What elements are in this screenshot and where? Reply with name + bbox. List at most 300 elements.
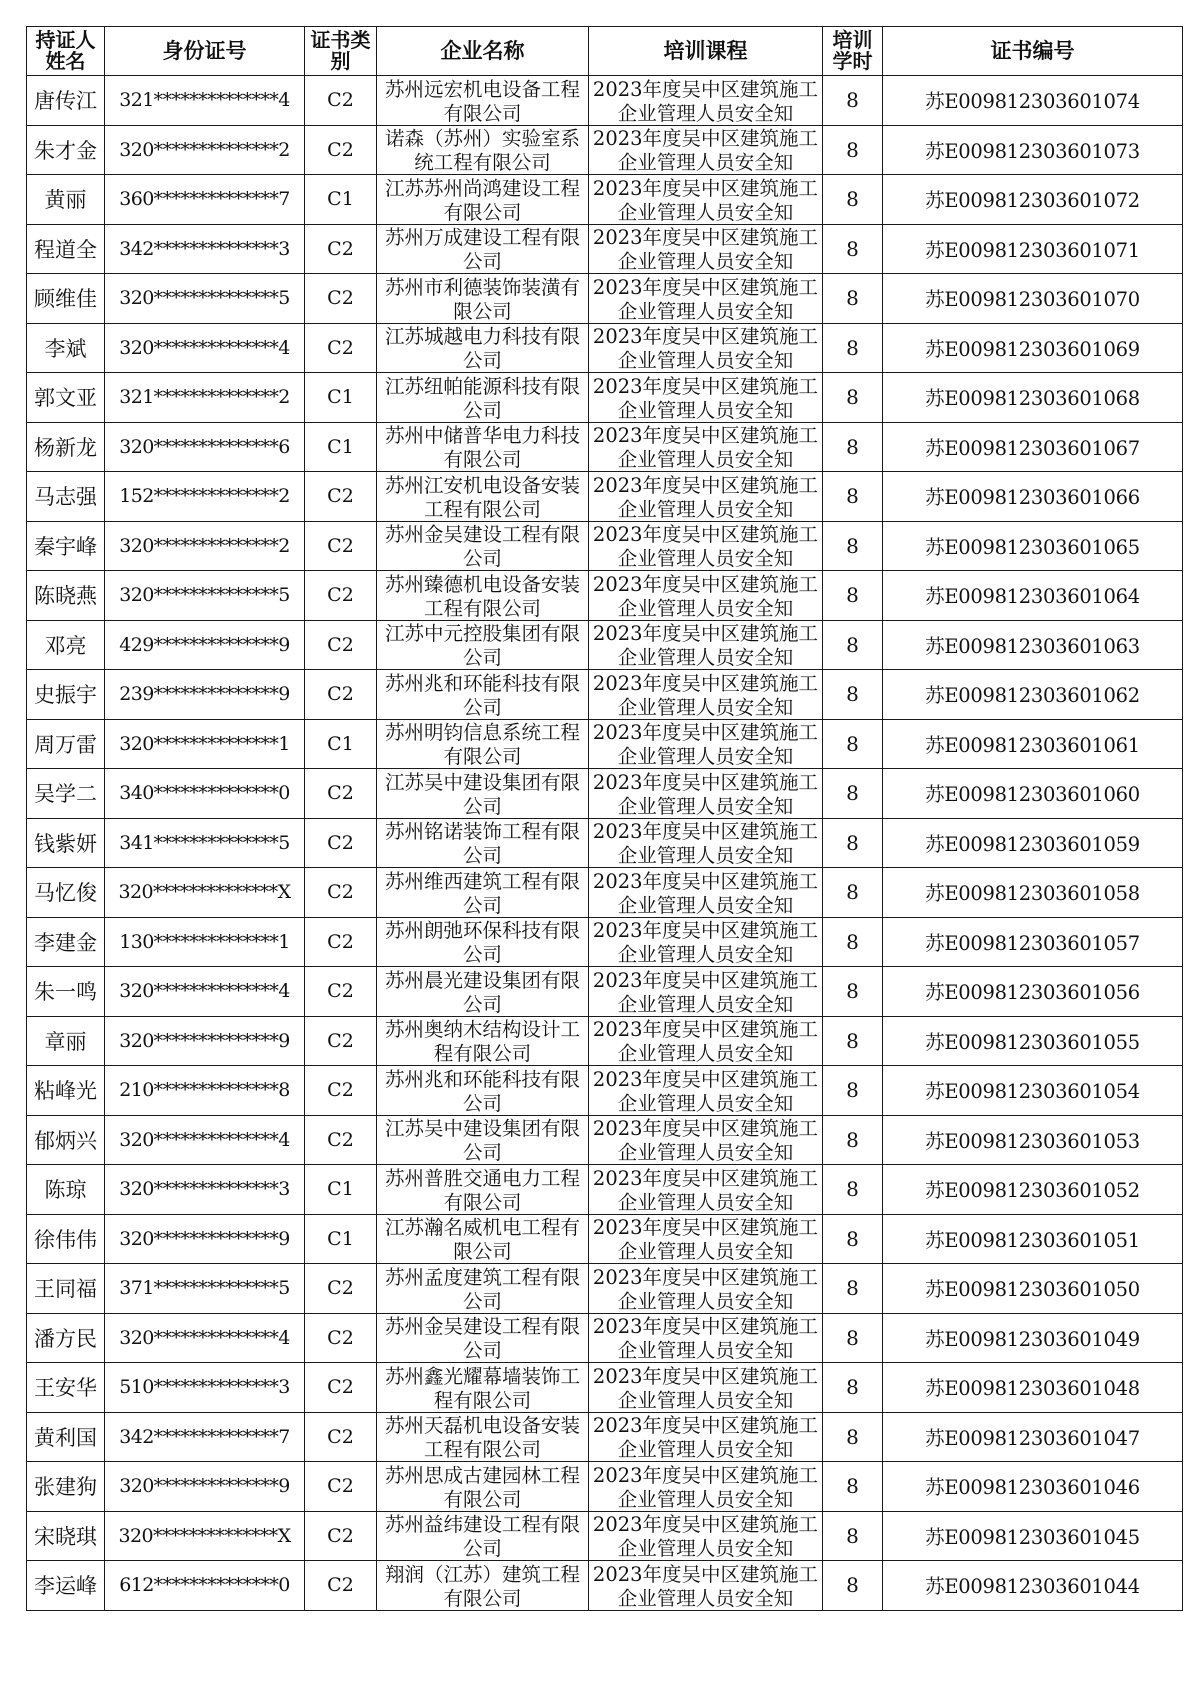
cell-name: 杨新龙 — [27, 422, 105, 472]
cell-cert-no: 苏E009812303601048 — [883, 1363, 1183, 1413]
cell-company-text: 江苏苏州尚鸿建设工程有限公司 — [384, 176, 580, 223]
cell-course-text: 2023年度吴中区建筑施工企业管理人员安全知 — [592, 1562, 819, 1609]
cell-cert-no: 苏E009812303601051 — [883, 1214, 1183, 1264]
cell-company — [377, 1165, 589, 1215]
cell-course — [589, 323, 823, 373]
cell-course-text: 2023年度吴中区建筑施工企业管理人员安全知 — [592, 721, 819, 768]
cell-company — [377, 620, 589, 670]
table-row — [27, 1214, 1183, 1264]
header-cert-type: 证书类别 — [305, 27, 377, 76]
cell-course — [589, 175, 823, 225]
cell-id-number: 342**************3 — [105, 224, 305, 274]
cell-cert-no: 苏E009812303601067 — [883, 422, 1183, 472]
cell-company — [377, 967, 589, 1017]
cell-company-text: 苏州维西建筑工程有限公司 — [384, 869, 580, 916]
cell-company-text: 江苏纽帕能源科技有限公司 — [384, 374, 580, 421]
cell-id-number: 320**************4 — [105, 1313, 305, 1363]
cell-company — [377, 422, 589, 472]
cell-course-text: 2023年度吴中区建筑施工企业管理人员安全知 — [592, 374, 819, 421]
cell-cert-no: 苏E009812303601053 — [883, 1115, 1183, 1165]
table-row — [27, 274, 1183, 324]
cell-hours: 8 — [823, 521, 883, 571]
cell-course-text: 2023年度吴中区建筑施工企业管理人员安全知 — [592, 1067, 819, 1114]
table-row — [27, 472, 1183, 522]
cell-company-text: 苏州思成古建园林工程有限公司 — [384, 1463, 580, 1510]
cell-hours: 8 — [823, 76, 883, 126]
cell-company — [377, 521, 589, 571]
cell-hours: 8 — [823, 868, 883, 918]
cell-company-text: 苏州明钧信息系统工程有限公司 — [384, 721, 580, 768]
table-row — [27, 422, 1183, 472]
cell-course-text: 2023年度吴中区建筑施工企业管理人员安全知 — [592, 1166, 819, 1213]
cell-cert-type: C2 — [305, 521, 377, 571]
cell-course-text: 2023年度吴中区建筑施工企业管理人员安全知 — [592, 671, 819, 718]
table-row — [27, 175, 1183, 225]
cell-name: 李斌 — [27, 323, 105, 373]
cell-hours: 8 — [823, 620, 883, 670]
cell-cert-no: 苏E009812303601044 — [883, 1561, 1183, 1611]
cell-course-text: 2023年度吴中区建筑施工企业管理人员安全知 — [592, 275, 819, 322]
cell-company-text: 苏州江安机电设备安装工程有限公司 — [384, 473, 580, 520]
cell-cert-type: C2 — [305, 1462, 377, 1512]
cell-company — [377, 1511, 589, 1561]
cell-id-number: 612**************0 — [105, 1561, 305, 1611]
table-row — [27, 76, 1183, 126]
cell-company-text: 江苏中元控股集团有限公司 — [384, 622, 580, 669]
header-name: 持证人姓名 — [27, 27, 105, 76]
cell-company-text: 苏州益纬建设工程有限公司 — [384, 1513, 580, 1560]
cell-cert-type: C2 — [305, 1264, 377, 1314]
cell-id-number: 320**************2 — [105, 125, 305, 175]
cell-company-text: 苏州中储普华电力科技有限公司 — [384, 424, 580, 471]
cell-company-text: 苏州远宏机电设备工程有限公司 — [384, 77, 580, 124]
cell-id-number: 320**************1 — [105, 719, 305, 769]
cell-hours: 8 — [823, 472, 883, 522]
cell-cert-type: C2 — [305, 1363, 377, 1413]
cell-id-number: 320**************5 — [105, 274, 305, 324]
cell-company — [377, 1363, 589, 1413]
cell-company — [377, 917, 589, 967]
cell-company-text: 苏州兆和环能科技有限公司 — [384, 671, 580, 718]
cell-course — [589, 769, 823, 819]
cell-name: 章丽 — [27, 1016, 105, 1066]
cell-cert-type: C2 — [305, 967, 377, 1017]
cell-hours: 8 — [823, 1016, 883, 1066]
cell-cert-no: 苏E009812303601073 — [883, 125, 1183, 175]
cell-company-text: 苏州市利德装饰装潢有限公司 — [384, 275, 580, 322]
cell-course — [589, 1066, 823, 1116]
cell-id-number: 320**************9 — [105, 1214, 305, 1264]
cell-company — [377, 274, 589, 324]
cell-hours: 8 — [823, 323, 883, 373]
header-row — [27, 27, 1183, 76]
cell-cert-no: 苏E009812303601054 — [883, 1066, 1183, 1116]
cell-company — [377, 224, 589, 274]
cell-course — [589, 917, 823, 967]
cell-cert-type: C2 — [305, 1412, 377, 1462]
cell-hours: 8 — [823, 1313, 883, 1363]
cell-cert-no: 苏E009812303601050 — [883, 1264, 1183, 1314]
table-row — [27, 719, 1183, 769]
cell-company — [377, 323, 589, 373]
cell-cert-no: 苏E009812303601049 — [883, 1313, 1183, 1363]
cell-hours: 8 — [823, 1363, 883, 1413]
cell-company — [377, 1214, 589, 1264]
cell-id-number: 320**************X — [105, 1511, 305, 1561]
cell-id-number: 320**************6 — [105, 422, 305, 472]
cell-course-text: 2023年度吴中区建筑施工企业管理人员安全知 — [592, 770, 819, 817]
cell-course — [589, 422, 823, 472]
cell-hours: 8 — [823, 1511, 883, 1561]
cell-cert-type: C1 — [305, 422, 377, 472]
cell-hours: 8 — [823, 373, 883, 423]
cell-name: 程道全 — [27, 224, 105, 274]
cell-course-text: 2023年度吴中区建筑施工企业管理人员安全知 — [592, 1414, 819, 1461]
cell-cert-type: C2 — [305, 224, 377, 274]
cell-cert-type: C2 — [305, 1115, 377, 1165]
cell-company-text: 苏州晨光建设集团有限公司 — [384, 968, 580, 1015]
cell-cert-type: C2 — [305, 1561, 377, 1611]
cell-course — [589, 224, 823, 274]
cell-name: 马志强 — [27, 472, 105, 522]
table-row — [27, 571, 1183, 621]
cell-cert-no: 苏E009812303601052 — [883, 1165, 1183, 1215]
cell-hours: 8 — [823, 917, 883, 967]
table-row — [27, 1561, 1183, 1611]
cell-course-text: 2023年度吴中区建筑施工企业管理人员安全知 — [592, 127, 819, 174]
cell-cert-type: C1 — [305, 719, 377, 769]
cell-id-number: 321**************4 — [105, 76, 305, 126]
cell-course — [589, 719, 823, 769]
cell-cert-type: C2 — [305, 917, 377, 967]
cell-cert-no: 苏E009812303601071 — [883, 224, 1183, 274]
header-company: 企业名称 — [377, 27, 589, 76]
cell-company-text: 苏州天磊机电设备安装工程有限公司 — [384, 1414, 580, 1461]
table-row — [27, 868, 1183, 918]
cell-id-number: 429**************9 — [105, 620, 305, 670]
cell-hours: 8 — [823, 818, 883, 868]
table-row — [27, 769, 1183, 819]
cell-course-text: 2023年度吴中区建筑施工企业管理人员安全知 — [592, 572, 819, 619]
cell-id-number: 320**************3 — [105, 1165, 305, 1215]
cell-cert-no: 苏E009812303601046 — [883, 1462, 1183, 1512]
cell-course — [589, 1511, 823, 1561]
cell-cert-type: C1 — [305, 373, 377, 423]
cell-hours: 8 — [823, 967, 883, 1017]
cell-name: 秦宇峰 — [27, 521, 105, 571]
cell-id-number: 320**************4 — [105, 1115, 305, 1165]
cell-hours: 8 — [823, 175, 883, 225]
cell-cert-type: C2 — [305, 868, 377, 918]
cell-course — [589, 818, 823, 868]
table-row — [27, 917, 1183, 967]
cell-course — [589, 1561, 823, 1611]
cell-company — [377, 373, 589, 423]
cell-company — [377, 1561, 589, 1611]
cell-course — [589, 571, 823, 621]
cell-course-text: 2023年度吴中区建筑施工企业管理人员安全知 — [592, 1265, 819, 1312]
table-row — [27, 373, 1183, 423]
cell-company-text: 江苏城越电力科技有限公司 — [384, 325, 580, 372]
cell-cert-type: C2 — [305, 125, 377, 175]
cell-hours: 8 — [823, 422, 883, 472]
cell-company — [377, 769, 589, 819]
cell-cert-type: C2 — [305, 571, 377, 621]
cell-cert-no: 苏E009812303601072 — [883, 175, 1183, 225]
table-row — [27, 1264, 1183, 1314]
cell-name: 张建狗 — [27, 1462, 105, 1512]
header-hours: 培训学时 — [823, 27, 883, 76]
cell-name: 朱一鸣 — [27, 967, 105, 1017]
cell-company — [377, 818, 589, 868]
cell-cert-type: C2 — [305, 76, 377, 126]
cell-company — [377, 175, 589, 225]
cell-company — [377, 1462, 589, 1512]
cell-cert-no: 苏E009812303601059 — [883, 818, 1183, 868]
cell-course-text: 2023年度吴中区建筑施工企业管理人员安全知 — [592, 1364, 819, 1411]
cell-name: 唐传江 — [27, 76, 105, 126]
cell-name: 钱紫妍 — [27, 818, 105, 868]
cell-course-text: 2023年度吴中区建筑施工企业管理人员安全知 — [592, 424, 819, 471]
cell-company — [377, 125, 589, 175]
cell-id-number: 320**************X — [105, 868, 305, 918]
cell-name: 李运峰 — [27, 1561, 105, 1611]
cell-company-text: 苏州普胜交通电力工程有限公司 — [384, 1166, 580, 1213]
cell-name: 潘方民 — [27, 1313, 105, 1363]
cell-company-text: 苏州朗弛环保科技有限公司 — [384, 919, 580, 966]
table-row — [27, 1313, 1183, 1363]
cell-company — [377, 472, 589, 522]
cell-cert-type: C2 — [305, 818, 377, 868]
cell-hours: 8 — [823, 1462, 883, 1512]
cell-hours: 8 — [823, 1165, 883, 1215]
cell-id-number: 210**************8 — [105, 1066, 305, 1116]
cell-hours: 8 — [823, 1115, 883, 1165]
cell-hours: 8 — [823, 1214, 883, 1264]
cell-name: 李建金 — [27, 917, 105, 967]
table-row — [27, 1115, 1183, 1165]
cell-company — [377, 1016, 589, 1066]
cell-id-number: 371**************5 — [105, 1264, 305, 1314]
cell-company-text: 诺森（苏州）实验室系统工程有限公司 — [384, 127, 580, 174]
header-cert-no: 证书编号 — [883, 27, 1183, 76]
cell-cert-type: C2 — [305, 620, 377, 670]
cell-course — [589, 76, 823, 126]
certificate-list-sheet — [26, 26, 1182, 1611]
cell-course-text: 2023年度吴中区建筑施工企业管理人员安全知 — [592, 1216, 819, 1263]
table-row — [27, 224, 1183, 274]
cell-course-text: 2023年度吴中区建筑施工企业管理人员安全知 — [592, 77, 819, 124]
cell-hours: 8 — [823, 125, 883, 175]
table-row — [27, 1016, 1183, 1066]
table-row — [27, 818, 1183, 868]
cell-name: 王同福 — [27, 1264, 105, 1314]
cell-id-number: 320**************9 — [105, 1462, 305, 1512]
table-row — [27, 1165, 1183, 1215]
cell-cert-type: C2 — [305, 1511, 377, 1561]
table-row — [27, 1511, 1183, 1561]
cell-cert-type: C2 — [305, 274, 377, 324]
cell-cert-type: C2 — [305, 1016, 377, 1066]
cell-course — [589, 472, 823, 522]
cell-course — [589, 1363, 823, 1413]
cell-cert-no: 苏E009812303601058 — [883, 868, 1183, 918]
cell-course-text: 2023年度吴中区建筑施工企业管理人员安全知 — [592, 1463, 819, 1510]
cell-id-number: 320**************4 — [105, 323, 305, 373]
cell-course — [589, 1462, 823, 1512]
cell-company — [377, 1264, 589, 1314]
cell-id-number: 152**************2 — [105, 472, 305, 522]
cell-name: 黄利国 — [27, 1412, 105, 1462]
table-body — [27, 76, 1183, 1611]
cell-cert-type: C1 — [305, 175, 377, 225]
table-row — [27, 1412, 1183, 1462]
cell-cert-no: 苏E009812303601070 — [883, 274, 1183, 324]
cell-hours: 8 — [823, 1264, 883, 1314]
cell-hours: 8 — [823, 670, 883, 720]
cell-course-text: 2023年度吴中区建筑施工企业管理人员安全知 — [592, 820, 819, 867]
table-row — [27, 670, 1183, 720]
cell-id-number: 340**************0 — [105, 769, 305, 819]
cell-course — [589, 1165, 823, 1215]
cell-cert-no: 苏E009812303601060 — [883, 769, 1183, 819]
cell-hours: 8 — [823, 1412, 883, 1462]
cell-company-text: 苏州金吴建设工程有限公司 — [384, 523, 580, 570]
cell-cert-no: 苏E009812303601068 — [883, 373, 1183, 423]
cell-name: 邓亮 — [27, 620, 105, 670]
cell-cert-type: C2 — [305, 1313, 377, 1363]
header-course: 培训课程 — [589, 27, 823, 76]
cell-id-number: 510**************3 — [105, 1363, 305, 1413]
cell-company — [377, 1115, 589, 1165]
cell-name: 宋晓琪 — [27, 1511, 105, 1561]
table-row — [27, 620, 1183, 670]
cell-company — [377, 719, 589, 769]
cell-cert-type: C2 — [305, 472, 377, 522]
cell-id-number: 239**************9 — [105, 670, 305, 720]
cell-name: 粘峰光 — [27, 1066, 105, 1116]
cell-cert-no: 苏E009812303601063 — [883, 620, 1183, 670]
cell-cert-no: 苏E009812303601069 — [883, 323, 1183, 373]
cell-hours: 8 — [823, 571, 883, 621]
cell-cert-no: 苏E009812303601074 — [883, 76, 1183, 126]
cell-name: 马忆俊 — [27, 868, 105, 918]
table-row — [27, 1363, 1183, 1413]
cell-name: 王安华 — [27, 1363, 105, 1413]
header-id-number: 身份证号 — [105, 27, 305, 76]
cell-cert-no: 苏E009812303601057 — [883, 917, 1183, 967]
table-row — [27, 1066, 1183, 1116]
cell-id-number: 341**************5 — [105, 818, 305, 868]
cell-name: 陈晓燕 — [27, 571, 105, 621]
cell-company-text: 苏州铭诺装饰工程有限公司 — [384, 820, 580, 867]
cell-course-text: 2023年度吴中区建筑施工企业管理人员安全知 — [592, 473, 819, 520]
cell-course-text: 2023年度吴中区建筑施工企业管理人员安全知 — [592, 968, 819, 1015]
cell-course-text: 2023年度吴中区建筑施工企业管理人员安全知 — [592, 1513, 819, 1560]
cell-course-text: 2023年度吴中区建筑施工企业管理人员安全知 — [592, 919, 819, 966]
cell-company-text: 苏州金吴建设工程有限公司 — [384, 1315, 580, 1362]
cell-name: 史振宇 — [27, 670, 105, 720]
cell-course — [589, 670, 823, 720]
cell-company-text: 苏州兆和环能科技有限公司 — [384, 1067, 580, 1114]
cell-hours: 8 — [823, 769, 883, 819]
cell-cert-no: 苏E009812303601061 — [883, 719, 1183, 769]
cell-course — [589, 373, 823, 423]
cell-company — [377, 1313, 589, 1363]
cell-cert-no: 苏E009812303601062 — [883, 670, 1183, 720]
cell-id-number: 320**************5 — [105, 571, 305, 621]
cell-name: 黄丽 — [27, 175, 105, 225]
cell-hours: 8 — [823, 1066, 883, 1116]
cell-name: 徐伟伟 — [27, 1214, 105, 1264]
cell-name: 吴学二 — [27, 769, 105, 819]
cell-company — [377, 76, 589, 126]
cell-cert-no: 苏E009812303601055 — [883, 1016, 1183, 1066]
cell-course-text: 2023年度吴中区建筑施工企业管理人员安全知 — [592, 622, 819, 669]
cell-company-text: 翔润（江苏）建筑工程有限公司 — [384, 1562, 580, 1609]
cell-company-text: 苏州鑫光耀幕墙装饰工程有限公司 — [384, 1364, 580, 1411]
cell-id-number: 130**************1 — [105, 917, 305, 967]
cell-company — [377, 1066, 589, 1116]
cell-company — [377, 1412, 589, 1462]
table-row — [27, 125, 1183, 175]
cell-course-text: 2023年度吴中区建筑施工企业管理人员安全知 — [592, 523, 819, 570]
cell-hours: 8 — [823, 274, 883, 324]
cell-cert-type: C1 — [305, 1214, 377, 1264]
table-row — [27, 967, 1183, 1017]
table-header — [27, 27, 1183, 76]
cell-name: 郭文亚 — [27, 373, 105, 423]
cell-name: 周万雷 — [27, 719, 105, 769]
cell-course — [589, 1115, 823, 1165]
cell-hours: 8 — [823, 1561, 883, 1611]
cell-name: 顾维佳 — [27, 274, 105, 324]
cell-id-number: 320**************2 — [105, 521, 305, 571]
cell-course-text: 2023年度吴中区建筑施工企业管理人员安全知 — [592, 176, 819, 223]
cell-company-text: 江苏瀚名威机电工程有限公司 — [384, 1216, 580, 1263]
cell-course-text: 2023年度吴中区建筑施工企业管理人员安全知 — [592, 325, 819, 372]
cell-course — [589, 1313, 823, 1363]
cell-company-text: 苏州万成建设工程有限公司 — [384, 226, 580, 273]
cell-company-text: 苏州奥纳木结构设计工程有限公司 — [384, 1018, 580, 1065]
cell-company — [377, 868, 589, 918]
cell-cert-type: C2 — [305, 1066, 377, 1116]
cell-course — [589, 967, 823, 1017]
cell-id-number: 320**************9 — [105, 1016, 305, 1066]
cell-course — [589, 1016, 823, 1066]
cell-cert-type: C1 — [305, 1165, 377, 1215]
certificate-table — [26, 26, 1183, 1611]
cell-cert-no: 苏E009812303601056 — [883, 967, 1183, 1017]
cell-cert-type: C2 — [305, 670, 377, 720]
cell-id-number: 321**************2 — [105, 373, 305, 423]
cell-course — [589, 1264, 823, 1314]
cell-hours: 8 — [823, 719, 883, 769]
cell-id-number: 342**************7 — [105, 1412, 305, 1462]
cell-cert-type: C2 — [305, 323, 377, 373]
cell-hours: 8 — [823, 224, 883, 274]
table-row — [27, 1462, 1183, 1512]
cell-course — [589, 868, 823, 918]
cell-course-text: 2023年度吴中区建筑施工企业管理人员安全知 — [592, 1315, 819, 1362]
cell-company — [377, 571, 589, 621]
cell-course-text: 2023年度吴中区建筑施工企业管理人员安全知 — [592, 1117, 819, 1164]
cell-cert-no: 苏E009812303601066 — [883, 472, 1183, 522]
cell-cert-no: 苏E009812303601047 — [883, 1412, 1183, 1462]
cell-cert-no: 苏E009812303601064 — [883, 571, 1183, 621]
cell-company-text: 江苏吴中建设集团有限公司 — [384, 770, 580, 817]
cell-course — [589, 521, 823, 571]
